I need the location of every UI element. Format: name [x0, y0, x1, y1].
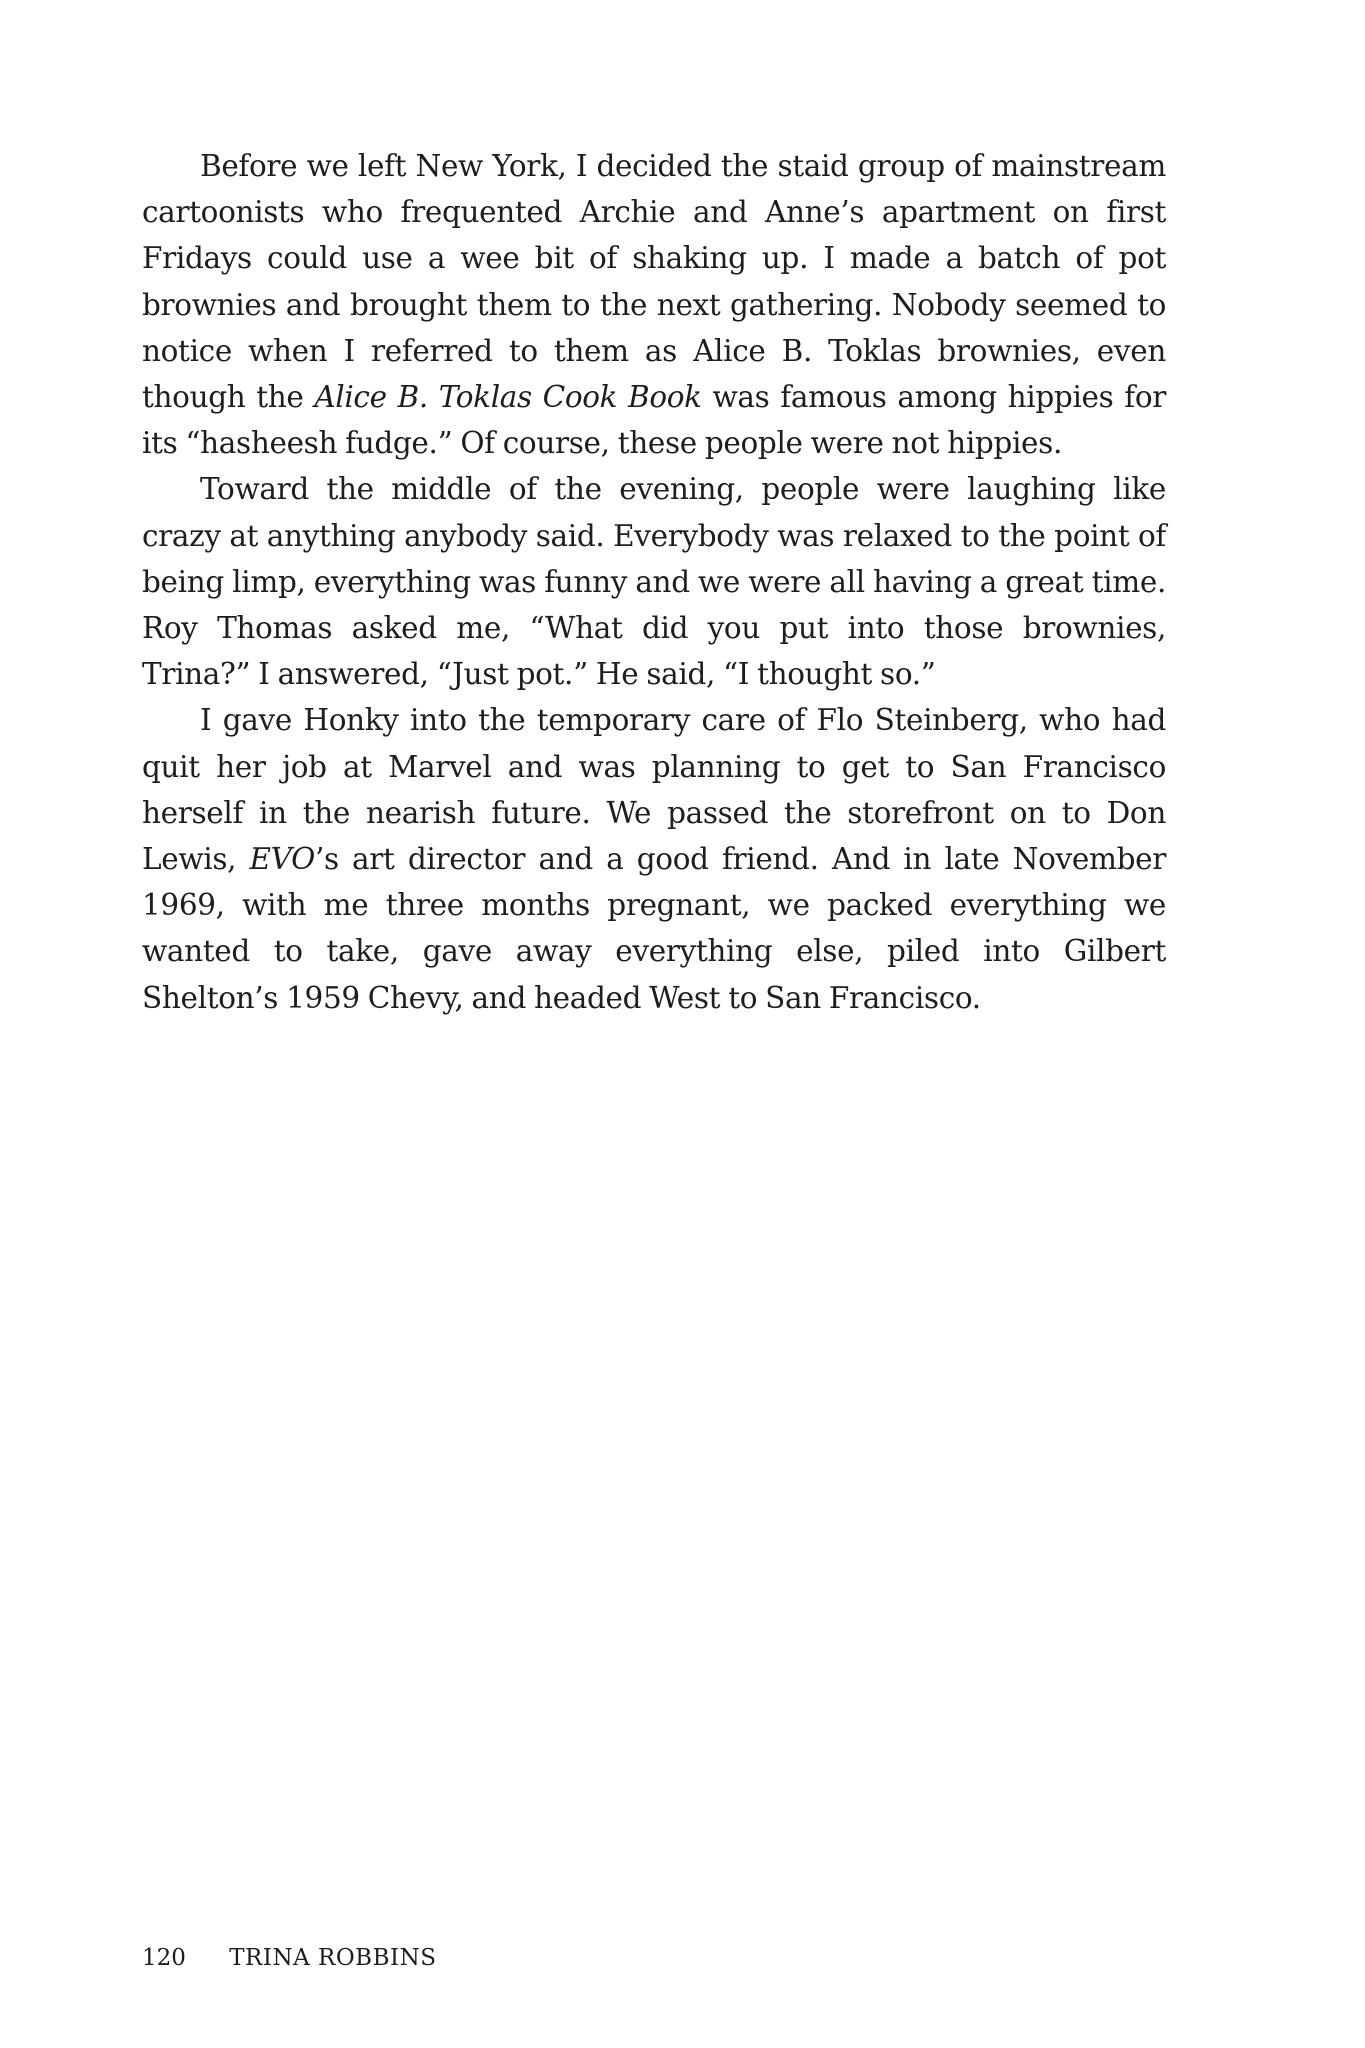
page-number: 120	[142, 1945, 186, 1971]
paragraph-1-text-a: Before we left New York, I decided the staid group of mainstream cartoonists who frequented Archie and Anne’s apartment on first Fridays could use a wee bit of shaking up. I made a batch of pot brownies and brought them to the next gathering. Nobody seemed to notice when I referred to them as Alice B. Toklas brownies, even though the	[142, 149, 1166, 415]
magazine-title-italic: EVO	[249, 842, 315, 877]
page-footer	[142, 1943, 436, 1973]
paragraph-1-text-b: was famous among hippies for its “hasheesh fudge.” Of course, these people were not hippies.	[142, 380, 1166, 461]
paragraph-evening: Toward the middle of the evening, people were laughing like crazy at anything anybody said. Everybody was relaxed to the point of being limp, everything was funny and we were all having a great time. Roy Thomas asked me, “What did you put into those brownies, Trina?” I answered, “Just pot.” He said, “I thought so.”	[142, 472, 1166, 692]
body-text	[142, 143, 1166, 1021]
book-title-italic: Alice B. Toklas Cook Book	[314, 380, 702, 415]
paragraph-brownies	[142, 143, 1166, 466]
paragraph-3-text-b: ’s art director and a good friend. And in late November 1969, with me three months pregnant, we packed everything we wanted to take, gave away everything else, piled into Gilbert Shelton’s 1959 Chevy, and headed West to San Francisco.	[142, 842, 1166, 1015]
running-head-author: TRINA ROBBINS	[229, 1945, 437, 1971]
paragraph-3-text-a: I gave Honky into the temporary care of Flo Steinberg, who had quit her job at Marvel and was planning to get to San Francisco herself in the nearish future. We passed the storefront on to Don Lewis,	[142, 703, 1166, 877]
paragraph-departure	[142, 697, 1166, 1020]
